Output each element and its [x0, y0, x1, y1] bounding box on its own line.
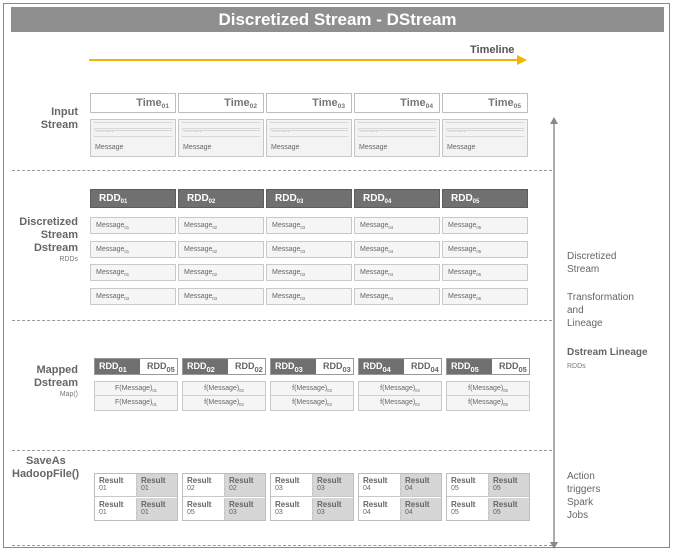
rdd-header-subscript: 03 [296, 199, 304, 205]
time-box-text: Time [400, 97, 426, 109]
mapped-message [447, 382, 529, 396]
side-discretized [567, 250, 616, 276]
dstream-message-subscript: 01 [124, 249, 130, 254]
result-cell [137, 474, 177, 497]
rdd-header-text: RDD [187, 193, 209, 204]
dstream-message-text: Message [448, 222, 477, 229]
mapped-message [271, 382, 353, 396]
mapped-rdd-pair [446, 358, 530, 375]
stack-line [358, 130, 436, 137]
result-cell [225, 474, 265, 497]
dstream-message-text: Message [96, 269, 125, 276]
dstream-message-subscript: 02 [212, 225, 218, 230]
timeline-arrow [85, 53, 535, 67]
dstream-message-subscript: 04 [388, 272, 394, 277]
mapped-message-text: f(Message) [204, 385, 240, 392]
stack-line [270, 130, 348, 137]
dstream-message-text: Message [184, 246, 213, 253]
result-id: 01 [99, 485, 107, 492]
result-label: Result [493, 500, 518, 509]
side-discretized-line1: Discretized [567, 251, 617, 262]
row-label-mapped [10, 364, 78, 399]
mapped-message-subscript: 02 [239, 402, 244, 407]
lineage-axis [547, 116, 561, 550]
result-label: Result [229, 476, 254, 485]
time-box [178, 93, 264, 113]
mapped-rdd-source [183, 359, 228, 374]
result-label: Result [275, 500, 300, 509]
dstream-message [266, 264, 352, 281]
dstream-message-subscript: 03 [300, 272, 306, 277]
result-id: 03 [275, 509, 283, 516]
side-action [567, 470, 600, 522]
dstream-message-subscript: 03 [300, 296, 306, 301]
mapped-message [183, 382, 265, 396]
result-id: 01 [141, 485, 149, 492]
stack-dots: ...... [97, 127, 115, 134]
dstream-message-subscript: 03 [124, 296, 130, 301]
mapped-rdd-target-text: RDD [411, 361, 431, 371]
result-id: 03 [317, 485, 325, 492]
result-id: 02 [229, 485, 237, 492]
result-id: 04 [363, 485, 371, 492]
side-discretized-line2: Stream [567, 264, 600, 275]
result-cell [95, 474, 137, 497]
mapped-message-subscript: 05 [503, 402, 508, 407]
result-cell [401, 498, 441, 520]
dstream-message [266, 241, 352, 258]
dstream-message [442, 217, 528, 234]
rdd-header [442, 189, 528, 208]
dstream-message [354, 241, 440, 258]
separator-4 [12, 545, 552, 546]
result-id: 05 [493, 509, 501, 516]
result-cell [183, 498, 225, 520]
dstream-message-subscript: 03 [212, 296, 218, 301]
result-label: Result [317, 476, 342, 485]
mapped-rdd-pair [182, 358, 266, 375]
result-label: Result [317, 500, 342, 509]
result-cell [183, 474, 225, 497]
time-box-subscript: 01 [161, 103, 169, 110]
mapped-rdd-source-subscript: 02 [206, 364, 215, 374]
dstream-message [354, 264, 440, 281]
dstream-message-text: Message [272, 246, 301, 253]
mapped-message [183, 396, 265, 410]
row-label-input-line2: Stream [40, 119, 78, 131]
dstream-message-text: Message [272, 293, 301, 300]
result-grid [270, 473, 354, 521]
mapped-message-text: f(Message) [380, 399, 416, 406]
row-label-save-line1: SaveAs [26, 455, 66, 467]
rdd-header-text: RDD [99, 193, 121, 204]
result-label: Result [187, 476, 212, 485]
dstream-message-subscript: 05 [476, 225, 482, 230]
row-label-dstream-line1: Discretized [19, 216, 78, 228]
dstream-message [178, 217, 264, 234]
result-id: 05 [493, 485, 501, 492]
dstream-message-text: Message [448, 269, 477, 276]
dstream-message [90, 241, 176, 258]
side-action-line3: Spark [567, 497, 594, 508]
separator-1 [12, 170, 552, 171]
mapped-rdd-source [271, 359, 316, 374]
mapped-message [359, 382, 441, 396]
rdd-header-subscript: 05 [472, 199, 480, 205]
mapped-message-subscript: 04 [415, 402, 420, 407]
rdd-header [266, 189, 352, 208]
time-box-subscript: 03 [337, 103, 345, 110]
dstream-message [442, 264, 528, 281]
side-transformation [567, 291, 634, 330]
dstream-message-text: Message [360, 222, 389, 229]
stack-message: Message [183, 144, 212, 151]
mapped-rdd-source-subscript: 03 [294, 364, 303, 374]
result-label: Result [187, 500, 212, 509]
result-cell [271, 498, 313, 520]
row-label-mapped-sub: Map() [59, 391, 78, 398]
stack-message: Message [95, 144, 124, 151]
mapped-message-text: f(Message) [468, 399, 504, 406]
result-label: Result [493, 476, 518, 485]
stack-dots: ...... [185, 127, 203, 134]
stack-line [446, 130, 524, 137]
rdd-header-subscript: 04 [384, 199, 392, 205]
time-box-subscript: 04 [425, 103, 433, 110]
result-label: Result [405, 476, 430, 485]
result-id: 03 [317, 509, 325, 516]
stack-line [182, 130, 260, 137]
result-id: 01 [99, 509, 107, 516]
dstream-message-text: Message [184, 293, 213, 300]
result-id: 04 [405, 485, 413, 492]
stack-line [94, 130, 172, 137]
mapped-rdd-source [447, 359, 492, 374]
dstream-message-text: Message [448, 246, 477, 253]
mapped-rdd-target [316, 359, 353, 374]
mapped-rdd-source-subscript: 04 [382, 364, 391, 374]
result-grid [446, 473, 530, 521]
time-box-subscript: 02 [249, 103, 257, 110]
dstream-message-subscript: 04 [388, 296, 394, 301]
mapped-message-group [358, 381, 442, 411]
mapped-rdd-target-subscript: 05 [518, 364, 527, 374]
mapped-message [447, 396, 529, 410]
mapped-rdd-target-subscript: 04 [430, 364, 439, 374]
result-grid [182, 473, 266, 521]
result-cell [489, 474, 529, 497]
mapped-message-subscript: 02 [239, 388, 244, 393]
result-label: Result [99, 500, 124, 509]
result-cell [313, 474, 353, 497]
time-box-text: Time [136, 97, 162, 109]
stack-message: Message [271, 144, 300, 151]
dstream-message [266, 288, 352, 305]
row-label-mapped-line2: Dstream [33, 377, 78, 389]
result-label: Result [99, 476, 124, 485]
side-transformation-line1: Transformation [567, 292, 634, 303]
dstream-message [442, 241, 528, 258]
result-label: Result [363, 500, 388, 509]
row-label-save-line2: HadoopFile() [12, 468, 80, 480]
mapped-rdd-source-subscript: 05 [470, 364, 479, 374]
time-box [442, 93, 528, 113]
dstream-message-subscript: 03 [300, 225, 306, 230]
mapped-rdd-source-text: RDD [451, 361, 471, 371]
side-action-line4: Jobs [567, 510, 589, 521]
mapped-message-text: f(Message) [380, 385, 416, 392]
mapped-message-group [182, 381, 266, 411]
mapped-message [95, 396, 177, 410]
mapped-rdd-target [492, 359, 529, 374]
dstream-message [90, 264, 176, 281]
time-box-text: Time [224, 97, 250, 109]
dstream-message [266, 217, 352, 234]
result-id: 05 [451, 509, 459, 516]
dstream-message [178, 264, 264, 281]
dstream-message-subscript: 03 [300, 249, 306, 254]
result-id: 05 [187, 509, 195, 516]
row-label-input [20, 106, 78, 132]
dstream-message-text: Message [360, 269, 389, 276]
separator-3 [12, 450, 552, 451]
mapped-rdd-source-text: RDD [187, 361, 207, 371]
result-label: Result [451, 476, 476, 485]
mapped-rdd-target-subscript: 05 [166, 364, 175, 374]
dstream-message-text: Message [272, 269, 301, 276]
result-id: 02 [187, 485, 195, 492]
mapped-message [95, 382, 177, 396]
time-box [354, 93, 440, 113]
input-message-stack [178, 119, 264, 157]
rdd-header [354, 189, 440, 208]
time-box-text: Time [488, 97, 514, 109]
dstream-message [354, 288, 440, 305]
mapped-message-text: f(Message) [204, 399, 240, 406]
result-label: Result [141, 476, 166, 485]
result-cell [137, 498, 177, 520]
result-cell [95, 498, 137, 520]
mapped-message-subscript: 04 [415, 388, 420, 393]
result-cell [359, 474, 401, 497]
mapped-message-text: F(Message) [114, 385, 153, 392]
time-box [266, 93, 352, 113]
result-cell [447, 474, 489, 497]
result-cell [225, 498, 265, 520]
mapped-message-group [446, 381, 530, 411]
dstream-message-subscript: 01 [124, 272, 130, 277]
side-action-line2: triggers [567, 484, 601, 495]
mapped-message-text: f(Message) [468, 385, 504, 392]
mapped-rdd-source [95, 359, 140, 374]
mapped-rdd-source [359, 359, 404, 374]
time-box-subscript: 05 [513, 103, 521, 110]
stack-message: Message [447, 144, 476, 151]
result-cell [359, 498, 401, 520]
rdd-header [90, 189, 176, 208]
mapped-message-subscript: 05 [503, 388, 508, 393]
mapped-message-subscript: 03 [327, 388, 332, 393]
side-lineage-sub: RDDs [567, 363, 586, 370]
dstream-message-text: Message [96, 222, 125, 229]
mapped-rdd-target-subscript: 03 [342, 364, 351, 374]
result-cell [271, 474, 313, 497]
input-message-stack [354, 119, 440, 157]
rdd-header-subscript: 02 [208, 199, 216, 205]
stack-message: Message [359, 144, 388, 151]
input-message-stack [266, 119, 352, 157]
mapped-message-group [94, 381, 178, 411]
result-cell [401, 474, 441, 497]
side-transformation-line2: and [567, 305, 584, 316]
rdd-header-text: RDD [451, 193, 473, 204]
dstream-message [354, 217, 440, 234]
row-label-save [12, 455, 78, 481]
dstream-message [90, 288, 176, 305]
result-id: 03 [275, 485, 283, 492]
dstream-message-text: Message [448, 293, 477, 300]
rdd-header-text: RDD [363, 193, 385, 204]
mapped-message-subscript: 03 [327, 402, 332, 407]
stack-dots: ...... [449, 127, 467, 134]
input-message-stack [442, 119, 528, 157]
rdd-header [178, 189, 264, 208]
result-label: Result [363, 476, 388, 485]
input-message-stack [90, 119, 176, 157]
diagram-title: Discretized Stream - DStream [11, 7, 664, 32]
mapped-rdd-source-text: RDD [275, 361, 295, 371]
result-id: 05 [451, 485, 459, 492]
side-transformation-line3: Lineage [567, 318, 603, 329]
mapped-rdd-pair [94, 358, 178, 375]
mapped-rdd-source-subscript: 01 [118, 364, 127, 374]
dstream-message-subscript: 05 [476, 249, 482, 254]
mapped-rdd-target-text: RDD [499, 361, 519, 371]
dstream-message [90, 217, 176, 234]
mapped-rdd-source-text: RDD [99, 361, 119, 371]
rdd-header-text: RDD [275, 193, 297, 204]
dstream-message-text: Message [272, 222, 301, 229]
mapped-rdd-pair [358, 358, 442, 375]
mapped-message [271, 396, 353, 410]
dstream-message-subscript: 01 [124, 225, 130, 230]
row-label-mapped-line1: Mapped [36, 364, 78, 376]
result-grid [94, 473, 178, 521]
result-id: 01 [141, 509, 149, 516]
mapped-rdd-source-text: RDD [363, 361, 383, 371]
result-cell [313, 498, 353, 520]
result-cell [447, 498, 489, 520]
result-label: Result [229, 500, 254, 509]
mapped-message-text: F(Message) [114, 399, 153, 406]
result-cell [489, 498, 529, 520]
dstream-message [178, 288, 264, 305]
row-label-dstream [10, 216, 78, 264]
result-label: Result [451, 500, 476, 509]
rdd-header-subscript: 01 [120, 199, 128, 205]
dstream-message-subscript: 04 [388, 225, 394, 230]
mapped-rdd-target-subscript: 02 [254, 364, 263, 374]
dstream-message-subscript: 06 [476, 296, 482, 301]
time-box [90, 93, 176, 113]
row-label-input-line1: Input [51, 106, 78, 118]
dstream-message-text: Message [360, 293, 389, 300]
dstream-message-text: Message [184, 269, 213, 276]
mapped-rdd-target-text: RDD [147, 361, 167, 371]
dstream-message-text: Message [184, 222, 213, 229]
dstream-message-subscript: 05 [476, 272, 482, 277]
mapped-message-text: f(Message) [292, 385, 328, 392]
side-lineage-title: Dstream Lineage [567, 347, 648, 358]
result-label: Result [405, 500, 430, 509]
stack-dots: ...... [273, 127, 291, 134]
mapped-rdd-pair [270, 358, 354, 375]
dstream-message-text: Message [96, 246, 125, 253]
row-label-dstream-sub: RDDs [59, 256, 78, 263]
result-id: 04 [363, 509, 371, 516]
mapped-message-subscript: 01 [152, 402, 157, 407]
timeline-label: Timeline [470, 44, 515, 56]
mapped-rdd-target [228, 359, 265, 374]
mapped-rdd-target-text: RDD [323, 361, 343, 371]
mapped-message-group [270, 381, 354, 411]
result-label: Result [141, 500, 166, 509]
dstream-message-text: Message [360, 246, 389, 253]
dstream-message-subscript: 04 [388, 249, 394, 254]
mapped-rdd-target [404, 359, 441, 374]
side-action-line1: Action [567, 471, 595, 482]
dstream-message-subscript: 02 [212, 272, 218, 277]
row-label-dstream-line3: Dstream [33, 242, 78, 254]
mapped-rdd-target [140, 359, 177, 374]
dstream-message-text: Message [96, 293, 125, 300]
dstream-message-subscript: 02 [212, 249, 218, 254]
separator-2 [12, 320, 552, 321]
time-box-text: Time [312, 97, 338, 109]
mapped-message-text: f(Message) [292, 399, 328, 406]
result-id: 04 [405, 509, 413, 516]
dstream-message [442, 288, 528, 305]
dstream-message [178, 241, 264, 258]
stack-dots: ...... [361, 127, 379, 134]
mapped-message-subscript: 01 [152, 388, 157, 393]
result-id: 03 [229, 509, 237, 516]
row-label-dstream-line2: Stream [40, 229, 78, 241]
mapped-rdd-target-text: RDD [235, 361, 255, 371]
mapped-message [359, 396, 441, 410]
side-lineage [567, 346, 648, 373]
result-grid [358, 473, 442, 521]
result-label: Result [275, 476, 300, 485]
